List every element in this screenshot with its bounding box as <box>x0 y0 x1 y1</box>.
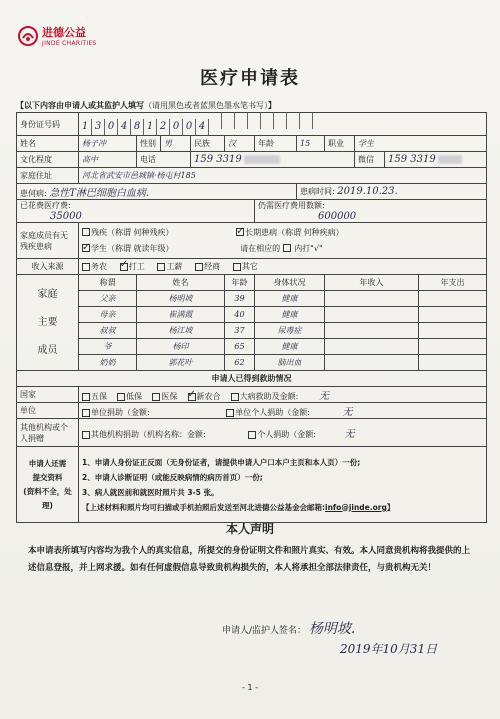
cost-row <box>17 200 487 223</box>
unit-option[interactable] <box>226 408 310 417</box>
family-label-1: 家庭 <box>37 288 58 300</box>
country-option-label: 大病救助及金额: <box>239 392 299 401</box>
unit-none: 无 <box>342 407 353 418</box>
fam-income[interactable] <box>325 323 419 339</box>
id-digits <box>79 121 313 132</box>
declaration-title: 本人声明 <box>225 522 274 536</box>
unit-options <box>79 403 487 419</box>
helped-header-row <box>17 371 487 387</box>
country-checkbox[interactable] <box>188 393 196 401</box>
fam-expense[interactable] <box>419 307 487 323</box>
phone-field[interactable] <box>191 152 355 168</box>
ethnic-value[interactable]: 汉 <box>225 136 255 152</box>
fam-name[interactable]: 杨印 <box>137 339 225 355</box>
fam-expense[interactable] <box>419 355 487 371</box>
income-business[interactable] <box>195 262 220 271</box>
ethnic-label: 民族 <box>191 136 225 152</box>
edu-row <box>17 152 487 168</box>
declaration-text: 本申请表所填写内容均为我个人的真实信息，所提交的身份证明文件和照片真实、有效。本人同意贵机构将我提供的上述信息登报，并上网求援。如有任何虚假信息导致贵机构损失的，本人将承担全部法律责任，与贵机构无关！ <box>28 546 471 573</box>
id-row <box>17 113 487 136</box>
country-option-label: 低保 <box>126 392 143 401</box>
id-digit: 0 <box>183 119 196 135</box>
income-option-label: 打工 <box>128 262 145 271</box>
job-label: 职业 <box>325 136 355 152</box>
phone-value: 159 3319 <box>194 154 242 165</box>
fam-health[interactable]: 健康 <box>255 291 325 307</box>
org-checkbox[interactable] <box>248 431 256 439</box>
id-digit: 8 <box>131 119 144 135</box>
fam-income[interactable] <box>325 355 419 371</box>
fam-expense[interactable] <box>419 323 487 339</box>
income-salary[interactable] <box>157 262 182 271</box>
gender-value[interactable]: 男 <box>161 136 191 152</box>
id-digit-blank <box>209 113 222 129</box>
family-row <box>17 307 487 323</box>
fam-name[interactable]: 郭花叶 <box>137 355 225 371</box>
fam-age[interactable]: 40 <box>225 307 255 323</box>
id-digit-blank <box>274 113 287 129</box>
fam-col-health: 身体状况 <box>255 275 325 291</box>
income-row <box>17 259 487 275</box>
name-value[interactable]: 杨子冲 <box>79 136 137 152</box>
income-checkbox[interactable] <box>82 263 90 271</box>
signature-line <box>222 618 355 638</box>
doc-email-note: 【上述材料和照片均可扫描或手机拍照后发送至河北进德公益基金会邮箱: <box>82 502 325 512</box>
income-other[interactable] <box>233 262 258 271</box>
docs-label-3: (资料不全，处 <box>23 486 72 496</box>
illness-value: 急性T淋巴细胞白血病. <box>49 188 150 199</box>
country-none: 无 <box>318 391 329 402</box>
docs-list <box>79 447 487 523</box>
other-option-illness[interactable] <box>236 228 344 237</box>
address-label: 家庭住址 <box>17 168 79 184</box>
fam-age[interactable]: 37 <box>225 323 255 339</box>
family-row <box>17 291 487 307</box>
country-label: 国家 <box>17 387 79 403</box>
org-options <box>79 419 487 447</box>
income-option-label: 经商 <box>204 262 221 271</box>
id-digit-blank <box>287 113 300 129</box>
family-row <box>17 339 487 355</box>
notice-end: 】 <box>268 101 276 110</box>
fam-col-relation: 称谓 <box>79 275 137 291</box>
fam-health[interactable]: 尿毒症 <box>255 323 325 339</box>
doc-item: 2、申请人诊断证明（或能反映病情的病历首页）一份; <box>82 472 263 482</box>
jinde-logo <box>18 24 97 47</box>
illdate-value: 2019.10.23. <box>337 186 398 197</box>
income-checkbox[interactable] <box>120 263 128 271</box>
address-row <box>17 168 487 184</box>
id-digit: 4 <box>118 119 131 135</box>
org-option[interactable] <box>248 430 316 439</box>
sign-date[interactable]: 2019年10月31日 <box>340 642 438 656</box>
income-farm[interactable] <box>82 262 107 271</box>
country-option-label: 医保 <box>161 392 178 401</box>
signature-value[interactable]: 杨明坡. <box>308 621 356 637</box>
income-work[interactable] <box>120 262 145 271</box>
age-value[interactable]: 15 <box>297 136 325 152</box>
id-digit-blank <box>248 113 261 129</box>
other-option-hint <box>240 244 323 253</box>
spent-value: 35000 <box>50 211 82 222</box>
estimate-field[interactable] <box>255 200 487 223</box>
fam-name[interactable]: 杨江坡 <box>137 323 225 339</box>
docs-label <box>17 447 79 523</box>
family-section-label <box>17 275 79 371</box>
country-option[interactable] <box>82 392 107 401</box>
country-option[interactable] <box>188 392 221 401</box>
unit-option[interactable] <box>82 408 150 417</box>
wechat-field[interactable] <box>385 152 487 168</box>
org-checkbox[interactable] <box>82 431 90 439</box>
fam-relation[interactable]: 母亲 <box>79 307 137 323</box>
illdate-field[interactable] <box>297 184 487 200</box>
other-option-student[interactable] <box>82 244 174 253</box>
illness-label: 患何病: <box>20 189 47 198</box>
name-row <box>17 136 487 152</box>
gender-label: 性别 <box>137 136 161 152</box>
fam-col-age: 年龄 <box>225 275 255 291</box>
country-options <box>79 387 487 403</box>
unit-label: 单位 <box>17 403 79 419</box>
brand-name-en: JINDE CHARITIES <box>42 40 97 47</box>
org-row <box>17 419 487 447</box>
fam-health[interactable]: 健康 <box>255 307 325 323</box>
family-label-2: 主要 <box>37 316 58 328</box>
country-option-label: 五保 <box>91 392 107 401</box>
org-label: 其他机构或个人捐赠 <box>17 419 79 447</box>
estimate-value: 600000 <box>318 211 357 222</box>
country-option[interactable] <box>231 392 299 401</box>
income-option-label: 务农 <box>91 262 107 271</box>
fam-age[interactable]: 39 <box>225 291 255 307</box>
fam-age[interactable]: 62 <box>225 355 255 371</box>
id-number-field[interactable] <box>79 113 487 136</box>
id-digit: 4 <box>196 119 209 135</box>
other-option-label: 学生（称谓 就读年级） <box>91 243 174 253</box>
spent-field[interactable] <box>17 200 255 223</box>
fam-col-income: 年收入 <box>325 275 419 291</box>
name-label: 姓名 <box>17 136 79 152</box>
docs-label-2: 提交资料 <box>32 472 63 482</box>
wechat-value: 159 3319 <box>388 154 436 165</box>
id-digit: 1 <box>144 119 157 135</box>
form-title: 医疗申请表 <box>200 68 300 89</box>
fam-income[interactable] <box>325 291 419 307</box>
country-checkbox[interactable] <box>82 393 90 401</box>
fam-relation[interactable]: 奶奶 <box>79 355 137 371</box>
notice-main: 【以下内容由申请人或其监护人填写 <box>16 101 144 110</box>
doc-item: 3、病人就医前和就医时照片共 3-5 张。 <box>82 487 219 497</box>
id-digit: 0 <box>105 119 118 135</box>
family-label-3: 成员 <box>37 344 58 356</box>
income-option-label: 其它 <box>241 262 258 271</box>
fam-name[interactable]: 杨明坡 <box>137 291 225 307</box>
id-digit-blank <box>300 113 313 129</box>
other-option-label: 残疾（称谓 何种残疾） <box>91 227 174 237</box>
edu-label: 文化程度 <box>17 152 79 168</box>
estimate-label: 仍需医疗费用数额: <box>258 201 325 210</box>
fam-col-name: 姓名 <box>137 275 225 291</box>
country-option-label: 新农合 <box>196 392 221 401</box>
income-checkbox[interactable] <box>195 263 203 271</box>
address-value[interactable]: 河北省武安市邑城镇·杨屯村185 <box>79 168 487 184</box>
fam-relation[interactable]: 父亲 <box>79 291 137 307</box>
fam-relation[interactable]: 爷 <box>79 339 137 355</box>
id-digit-blank <box>222 113 235 129</box>
fam-relation[interactable]: 叔叔 <box>79 323 137 339</box>
country-option[interactable] <box>152 392 177 401</box>
fam-age[interactable]: 65 <box>225 339 255 355</box>
illdate-label: 患病时间: <box>300 187 335 196</box>
fill-notice <box>16 100 276 111</box>
fam-health[interactable]: 健康 <box>255 339 325 355</box>
other-tail: 内打"√" <box>294 243 323 253</box>
id-digit: 0 <box>170 119 183 135</box>
age-label: 年龄 <box>255 136 297 152</box>
income-options <box>79 259 487 275</box>
doc-item: 1、申请人身份证正反面（无身份证者，请提供申请人户口本户主页和本人页）一份; <box>82 457 361 467</box>
other-row <box>17 223 487 259</box>
country-row <box>17 387 487 403</box>
other-options <box>79 223 487 259</box>
country-checkbox[interactable] <box>231 393 239 401</box>
fam-income[interactable] <box>325 307 419 323</box>
id-digit: 1 <box>79 119 92 135</box>
income-label: 收入来源 <box>17 259 79 275</box>
signature-label: 申请人/监护人签名： <box>222 626 307 636</box>
unit-option-label: 单位捐助（金额: <box>91 408 150 417</box>
country-checkbox[interactable] <box>117 393 125 401</box>
unit-row <box>17 403 487 419</box>
family-row <box>17 323 487 339</box>
phone-label: 电话 <box>137 152 191 168</box>
unit-option-label: 单位个人捐助（金额: <box>235 408 310 417</box>
org-option[interactable] <box>82 430 206 439</box>
docs-label-1: 申请人还需 <box>28 458 67 468</box>
org-none: 无 <box>344 429 355 440</box>
illness-row <box>17 184 487 200</box>
doc-email-end: 】 <box>386 502 395 512</box>
other-label: 家庭成员有无残疾患病 <box>17 223 79 259</box>
income-checkbox[interactable] <box>233 263 241 271</box>
other-option-label: 请在相应的 <box>240 243 281 253</box>
org-option-label: 个人捐助（金额: <box>257 430 316 439</box>
country-checkbox[interactable] <box>152 393 160 401</box>
fam-expense[interactable] <box>419 339 487 355</box>
fam-name[interactable]: 崔满霞 <box>137 307 225 323</box>
id-digit-blank <box>261 113 274 129</box>
application-table <box>16 112 487 523</box>
brand-name-cn: 进德公益 <box>42 26 86 39</box>
phone-redaction <box>244 155 280 164</box>
doc-email-line <box>82 500 483 515</box>
income-checkbox[interactable] <box>157 263 165 271</box>
docs-label-4: 理) <box>42 500 53 510</box>
fam-expense[interactable] <box>419 291 487 307</box>
fam-income[interactable] <box>325 339 419 355</box>
doc-email-link[interactable]: info@jinde.org <box>325 502 387 512</box>
jinde-logo-icon <box>18 26 38 46</box>
org-option-label: 其他机构捐助（机构名称：金额: <box>91 430 206 439</box>
country-option[interactable] <box>117 392 142 401</box>
docs-row <box>17 447 487 523</box>
hint-checkbox <box>283 244 291 252</box>
fam-health[interactable]: 脑出血 <box>255 355 325 371</box>
other-illness-checkbox[interactable] <box>236 228 244 236</box>
other-option-label: 长期患病（称谓 何种疾病） <box>245 227 344 237</box>
wechat-label: 微信 <box>355 152 385 168</box>
edu-value[interactable]: 高中 <box>79 152 137 168</box>
wechat-redaction <box>438 155 462 164</box>
unit-checkbox[interactable] <box>226 409 234 417</box>
helped-header: 申请人已得到救助情况 <box>17 371 487 387</box>
income-option-label: 工薪 <box>166 262 183 271</box>
illness-field[interactable] <box>17 184 297 200</box>
notice-ink-rule: （请用黑色或者蓝黑色墨水笔书写） <box>144 101 268 110</box>
family-header-row <box>17 275 487 291</box>
fam-col-expense: 年支出 <box>419 275 487 291</box>
id-digit: 3 <box>92 119 105 135</box>
id-digit-blank <box>235 113 248 129</box>
spent-label: 已花费医疗费: <box>20 201 71 210</box>
job-value[interactable]: 学生 <box>355 136 487 152</box>
id-label: 身份证号码 <box>17 113 79 136</box>
id-digit: 2 <box>157 119 170 135</box>
other-disabled-checkbox[interactable] <box>82 228 90 236</box>
other-student-checkbox[interactable] <box>82 244 90 252</box>
unit-checkbox[interactable] <box>82 409 90 417</box>
other-option-disabled[interactable] <box>82 228 174 237</box>
family-row <box>17 355 487 371</box>
page-number: - 1 - <box>242 683 258 692</box>
